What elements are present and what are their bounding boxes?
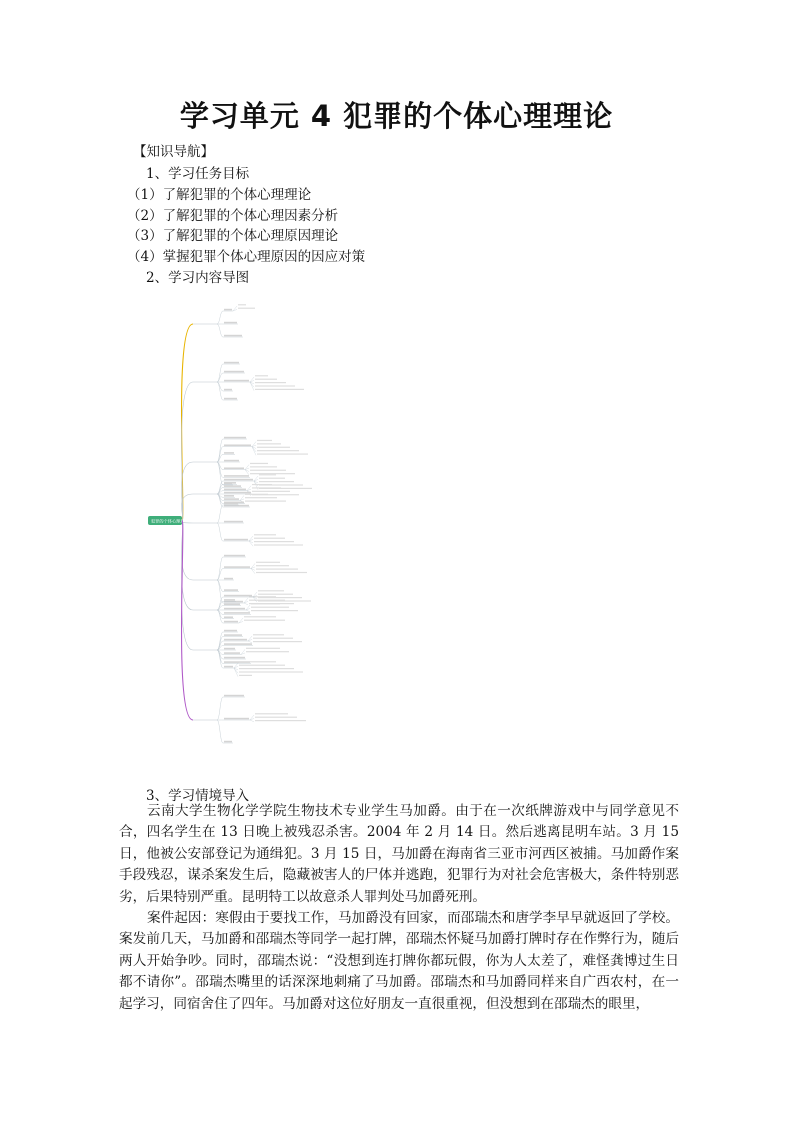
mindmap-leaf-text-mark	[258, 594, 293, 595]
mindmap-leaf-text-mark	[252, 484, 272, 485]
mindmap-leaf-text-mark	[252, 491, 290, 492]
mindmap-sub-line	[217, 697, 223, 720]
mindmap-node-text-mark	[224, 539, 248, 541]
mindmap-leaf-text-mark	[244, 620, 285, 621]
mindmap-node-text-mark	[224, 503, 238, 505]
mindmap-leaf-text-mark	[253, 641, 302, 642]
mindmap-node-text-mark	[224, 599, 235, 601]
goal-item: （3）了解犯罪的个体心理原因理论	[127, 228, 339, 244]
mindmap-leaf-text-mark	[258, 600, 311, 601]
mindmap-node-text-mark	[224, 612, 250, 614]
mindmap-leaf-line	[248, 641, 252, 643]
mindmap-node-text-mark	[224, 603, 240, 605]
mindmap-leaf-text-mark	[255, 717, 297, 718]
mindmap-node-text-mark	[224, 492, 251, 494]
mindmap-leaf-text-mark	[256, 569, 298, 570]
mindmap-leaf-text-mark	[257, 447, 290, 448]
mindmap-sub-line	[217, 481, 223, 494]
scenario-paragraph: 案件起因：寒假由于要找工作，马加爵没有回家，而邵瑞杰和唐学李早早就返回了学校。案发前几天，马加爵和邵瑞杰等同学一起打牌，邵瑞杰怀疑马加爵打牌时存在作弊行为，随后两人开始争吵。同时，邵瑞杰说：“没想到连打牌你都玩假，你为人太差了，难怪龚博过生日都不请你”。邵瑞杰嘴里的话深深地刺痛了马加爵。邵瑞杰和马加爵同样来自广西农村，在一起学习，同宿舍住了四年。马加爵对这位好朋友一直很重视，但没想到在邵瑞杰的眼里，	[119, 910, 679, 1012]
mindmap-branch-line	[181, 521, 193, 721]
mindmap-svg	[138, 280, 488, 760]
mindmap-node-text-mark	[224, 601, 243, 603]
mindmap-node-text-mark	[224, 521, 243, 523]
mindmap-sub-line	[217, 311, 223, 324]
mindmap-node-text-mark	[224, 309, 232, 311]
mindmap-node-text-mark	[224, 460, 239, 462]
mindmap-leaf-text-mark	[257, 443, 281, 444]
section-heading-goals: 1、学习任务目标	[146, 166, 250, 182]
mindmap-leaf-text-mark	[252, 487, 281, 488]
mindmap-node-text-mark	[224, 555, 245, 557]
mindmap-leaf-text-mark	[255, 720, 306, 721]
mindmap-node-text-mark	[224, 595, 252, 597]
mindmap-sub-line	[217, 580, 223, 592]
mindmap-leaf-line	[244, 603, 248, 605]
mindmap-leaf-text-mark	[244, 616, 276, 617]
mindmap-sub-line	[217, 650, 223, 668]
mindmap-node-text-mark	[224, 652, 240, 654]
mindmap-node-text-mark	[224, 578, 233, 580]
mindmap-leaf-text-mark	[254, 534, 276, 535]
mindmap-leaf-text-mark	[251, 603, 280, 604]
mindmap-node-text-mark	[224, 495, 234, 497]
mindmap-node-text-mark	[224, 566, 250, 568]
mindmap-leaf-text-mark	[250, 466, 277, 467]
mindmap-leaf-line	[246, 610, 250, 612]
page-title: 学习单元 4 犯罪的个体心理理论	[179, 99, 614, 133]
mindmap-leaf-text-mark	[245, 501, 286, 502]
mindmap-sub-line	[217, 569, 223, 581]
mindmap-node-text-mark	[224, 467, 244, 469]
mindmap-sub-line	[217, 364, 223, 382]
mindmap-leaf-text-mark	[238, 304, 246, 305]
goal-item: （4）掌握犯罪个体心理原因的因应对策	[127, 249, 366, 265]
mindmap-root-label: 犯罪的个体心理理论	[151, 518, 189, 524]
mindmap-leaf-text-mark	[246, 648, 280, 649]
mindmap-leaf-text-mark	[239, 675, 252, 676]
mindmap-node-text-mark	[224, 485, 241, 487]
mindmap-sub-line	[217, 557, 223, 580]
mindmap-node-text-mark	[224, 475, 249, 477]
mindmap-node-text-mark	[224, 380, 249, 382]
mindmap-leaf-text-mark	[253, 638, 293, 639]
mindmap-sub-line	[217, 580, 223, 603]
mindmap-leaf-text-mark	[259, 474, 276, 475]
mindmap-node-text-mark	[224, 444, 251, 446]
mindmap-node-text-mark	[224, 479, 253, 481]
mindmap-leaf-text-mark	[258, 597, 302, 598]
mindmap-branch-line	[181, 324, 193, 521]
mindmap-leaf-text-mark	[257, 450, 299, 451]
mindmap-sub-line	[217, 462, 223, 477]
mindmap-leaf-text-mark	[257, 440, 272, 441]
mindmap-node-text-mark	[224, 437, 246, 439]
mindmap-leaf-text-mark	[255, 379, 277, 380]
mindmap-node-text-mark	[224, 639, 247, 641]
mindmap-leaf-text-mark	[255, 389, 304, 390]
mindmap-leaf-text-mark	[251, 607, 289, 608]
mindmap-leaf-text-mark	[255, 382, 286, 383]
mindmap-node-text-mark	[224, 648, 235, 650]
mindmap-leaf-text-mark	[254, 538, 285, 539]
mindmap-node-text-mark	[224, 489, 246, 491]
mindmap-sub-line	[217, 494, 223, 507]
knowledge-nav-label: 【知识导航】	[133, 144, 214, 160]
mindmap-node-text-mark	[224, 322, 237, 324]
mindmap-leaf-text-mark	[257, 453, 308, 454]
mindmap-leaf-text-mark	[256, 565, 289, 566]
mindmap-node-text-mark	[224, 452, 234, 454]
mindmap-leaf-text-mark	[259, 481, 294, 482]
mindmap-leaf-text-mark	[238, 308, 255, 309]
goal-item: （1）了解犯罪的个体心理理论	[127, 187, 312, 203]
goal-item: （2）了解犯罪的个体心理因素分析	[127, 208, 339, 224]
mindmap-leaf-text-mark	[254, 544, 303, 545]
mindmap-leaf-text-mark	[251, 610, 298, 611]
mindmap-sub-line	[217, 382, 223, 391]
mindmap-node-text-mark	[224, 657, 245, 659]
mindmap-leaf-text-mark	[245, 494, 268, 495]
mindmap-sub-line	[217, 523, 223, 541]
section-heading-scenario: 3、学习情境导入	[146, 788, 250, 804]
mindmap-leaf-text-mark	[246, 651, 289, 652]
mindmap-node-text-mark	[224, 666, 233, 668]
mindmap-node-text-mark	[224, 498, 239, 500]
mindmap-node-text-mark	[224, 643, 252, 645]
content-mindmap	[138, 280, 488, 760]
mindmap-node-text-mark	[224, 389, 232, 391]
mindmap-node-text-mark	[224, 718, 249, 720]
mindmap-leaf-text-mark	[255, 713, 288, 714]
mindmap-leaf-text-mark	[250, 473, 295, 474]
mindmap-leaf-text-mark	[256, 562, 280, 563]
mindmap-leaf-text-mark	[239, 671, 303, 672]
mindmap-node-text-mark	[224, 482, 236, 484]
mindmap-leaf-text-mark	[239, 668, 294, 669]
mindmap-leaf-text-mark	[256, 572, 307, 573]
mindmap-node-text-mark	[224, 695, 244, 697]
mindmap-leaf-text-mark	[255, 385, 295, 386]
mindmap-node-text-mark	[224, 621, 238, 623]
mindmap-sub-line	[217, 382, 223, 400]
mindmap-node-text-mark	[224, 362, 239, 364]
mindmap-node-text-mark	[224, 608, 245, 610]
mindmap-leaf-text-mark	[259, 478, 285, 479]
mindmap-node-text-mark	[224, 335, 242, 337]
scenario-paragraph: 云南大学生物化学学院生物技术专业学生马加爵。由于在一次纸牌游戏中与同学意见不合，四名学生在 13 日晚上被残忍杀害。2004 年 2 月 14 日。然后逃离昆明车站。3 月 15 日，他被公安部登记为通缉犯。3 月 15 日，马加爵在海南省三亚市河西区被捕。马加爵作案手段残忍，谋杀案发生后，隐藏被害人的尸体并逃跑，犯罪行为对社会危害极大，条件特别恶劣，后果特别严重。昆明特工以故意杀人罪判处马加爵死刑。	[119, 803, 679, 905]
mindmap-sub-line	[217, 720, 223, 743]
mindmap-sub-line	[217, 505, 223, 523]
mindmap-node-text-mark	[224, 634, 242, 636]
mindmap-sub-line	[217, 447, 223, 462]
mindmap-leaf-text-mark	[253, 634, 284, 635]
mindmap-sub-line	[217, 632, 223, 650]
mindmap-sub-line	[217, 373, 223, 382]
mindmap-node-text-mark	[224, 371, 244, 373]
mindmap-leaf-text-mark	[250, 463, 268, 464]
mindmap-leaf-text-mark	[255, 375, 268, 376]
mindmap-node-text-mark	[224, 630, 237, 632]
mindmap-node-text-mark	[224, 616, 233, 618]
section-heading-mindmap: 2、学习内容导图	[146, 270, 250, 286]
mindmap-leaf-text-mark	[250, 470, 286, 471]
mindmap-node-text-mark	[224, 589, 238, 591]
mindmap-leaf-text-mark	[239, 661, 276, 662]
mindmap-leaf-text-mark	[245, 497, 277, 498]
mindmap-leaf-text-mark	[239, 665, 285, 666]
mindmap-node-text-mark	[224, 398, 237, 400]
mindmap-node-text-mark	[224, 741, 232, 743]
mindmap-leaf-text-mark	[258, 590, 284, 591]
mindmap-leaf-text-mark	[254, 541, 294, 542]
mindmap-leaf-line	[250, 720, 254, 722]
mindmap-sub-line	[217, 324, 223, 337]
